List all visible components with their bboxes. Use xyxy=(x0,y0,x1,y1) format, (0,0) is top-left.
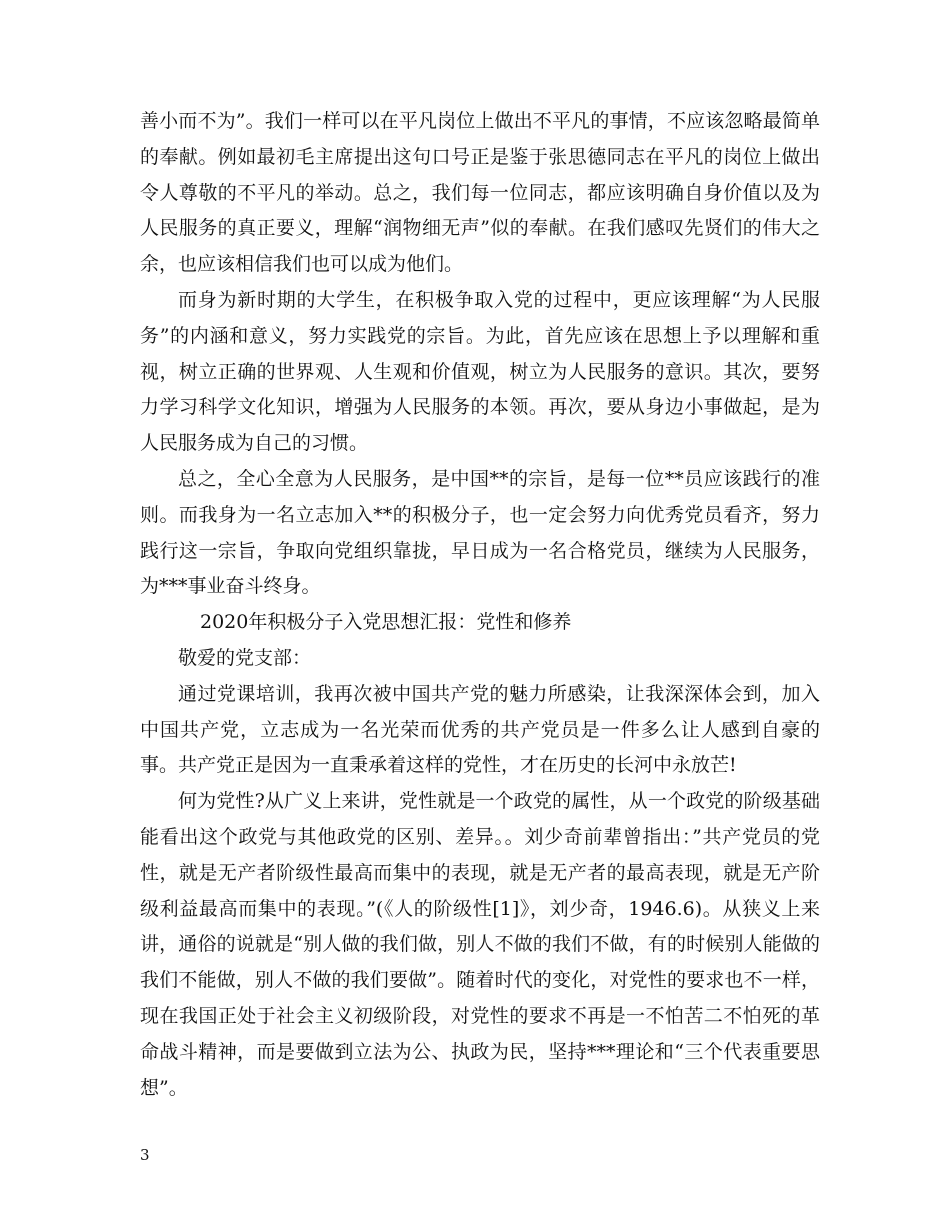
paragraph-college-students: 而身为新时期的大学生，在积极争取入党的过程中，更应该理解“为人民服务”的内涵和意义，努力实践党的宗旨。为此，首先应该在思想上予以理解和重视，树立正确的世界观、人生观和价值观，树立为人民服务的意识。其次，要努力学习科学文化知识，增强为人民服务的本领。再次，要从身边小事做起，是为人民服务成为自己的习惯。 xyxy=(140,288,820,455)
page-number: 3 xyxy=(140,1146,150,1164)
paragraph-party-course: 通过党课培训，我再次被中国共产党的魅力所感染，让我深深体会到，加入中国共产党，立志成为一名光荣而优秀的共产党员是一件多么让人感到自豪的事。共产党正是因为一直秉承着这样的党性，才在历史的长河中永放芒! xyxy=(140,682,820,777)
paragraph-party-nature: 何为党性?从广义上来讲，党性就是一个政党的属性，从一个政党的阶级基础能看出这个政党与其他政党的区别、差异。。刘少奇前辈曾指出：”共产党员的党性，就是无产者阶级性最高而集中的表现，就是无产者的最高表现，就是无产阶级利益最高而集中的表现。”(《人的阶级性[1]》，刘少奇，1946.6)。从狭义上来讲，通俗的说就是“别人做的我们做，别人不做的我们不做，有的时候别人能做的我们不能做，别人不做的我们要做”。随着时代的变化，对党性的要求也不一样，现在我国正处于社会主义初级阶段，对党性的要求不再是一不怕苦二不怕死的革命战斗精神，而是要做到立法为公、执政为民，坚持***理论和“三个代表重要思想”。 xyxy=(140,790,820,1099)
report-title: 2020年积极分子入党思想汇报：党性和修养 xyxy=(200,611,572,634)
salutation: 敬爱的党支部： xyxy=(178,646,312,669)
paragraph-conclusion: 总之，全心全意为人民服务，是中国**的宗旨，是每一位**员应该践行的准则。而我身为一名立志加入**的积极分子，也一定会努力向优秀党员看齐，努力践行这一宗旨，争取向党组织靠拢，早日成为一名合格党员，继续为人民服务，为***事业奋斗终身。 xyxy=(140,467,820,598)
document-body xyxy=(140,104,820,1106)
paragraph-continuation: 善小而不为”。我们一样可以在平凡岗位上做出不平凡的事情，不应该忽略最简单的奉献。例如最初毛主席提出这句口号正是鉴于张思德同志在平凡的岗位上做出令人尊敬的不平凡的举动。总之，我们每一位同志，都应该明确自身价值以及为人民服务的真正要义，理解“润物细无声”似的奉献。在我们感叹先贤们的伟大之余，也应该相信我们也可以成为他们。 xyxy=(140,110,820,276)
